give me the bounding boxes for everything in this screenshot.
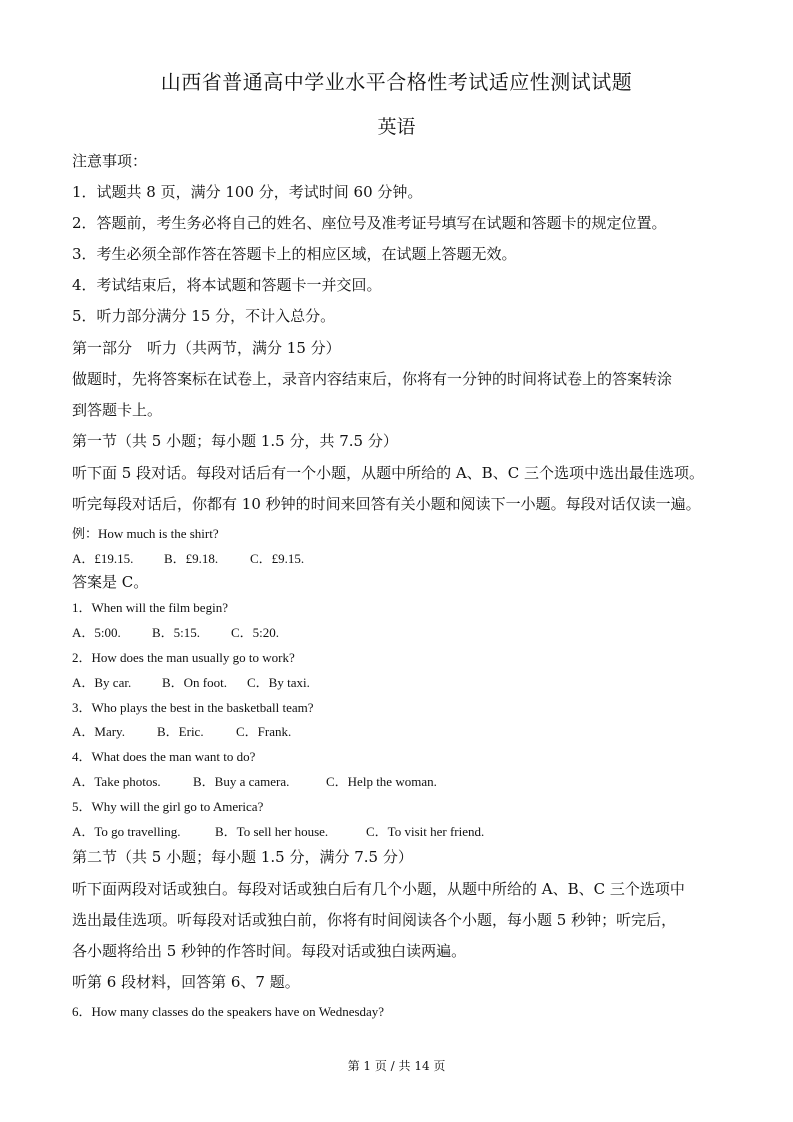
option: A．Take photos.: [72, 774, 161, 789]
option: A．By car.: [72, 675, 132, 690]
notice-heading: 注意事项：: [72, 152, 148, 170]
question: 2．How does the man usually go to work?: [72, 650, 295, 665]
section2-heading: 第二节（共 5 小题；每小题 1.5 分，满分 7.5 分）: [72, 848, 413, 866]
option: B．Eric.: [157, 724, 204, 739]
option: C．£9.15.: [250, 551, 305, 566]
section2-instruction: 听下面两段对话或独白。每段对话或独白后有几个小题，从题中所给的 A、B、C 三个选项中: [72, 880, 685, 898]
material-heading: 听第 6 段材料，回答第 6、7 题。: [72, 973, 300, 991]
question-options: [72, 672, 310, 691]
question: 5．Why will the girl go to America?: [72, 799, 264, 814]
section2-instruction: 各小题将给出 5 秒钟的作答时间。每段对话或独白读两遍。: [72, 942, 467, 960]
notice-item: 3．考生必须全部作答在答题卡上的相应区域，在试题上答题无效。: [72, 245, 517, 263]
option: B．Buy a camera.: [193, 774, 290, 789]
option: A．To go travelling.: [72, 824, 181, 839]
example-question: 例：How much is the shirt?: [72, 526, 219, 541]
section1-instruction: 听完每段对话后，你都有 10 秒钟的时间来回答有关小题和阅读下一小题。每段对话仅读一遍。: [72, 495, 701, 513]
question: 1．When will the film begin?: [72, 600, 228, 615]
option: B．£9.18.: [164, 551, 219, 566]
exam-title: 山西省普通高中学业水平合格性考试适应性测试试题: [160, 70, 633, 94]
option: A．£19.15.: [72, 551, 134, 566]
question-options: [72, 721, 291, 740]
option: C．Help the woman.: [326, 774, 437, 789]
option: A．Mary.: [72, 724, 125, 739]
option: A．5:00.: [72, 625, 121, 640]
exam-subject: 英语: [377, 116, 416, 138]
example-options: [72, 548, 304, 567]
option: C．By taxi.: [247, 675, 310, 690]
notice-item: 5．听力部分满分 15 分，不计入总分。: [72, 307, 336, 325]
question-options: [72, 771, 437, 790]
question: 6．How many classes do the speakers have on Wednesday?: [72, 1004, 385, 1019]
option: B．On foot.: [162, 675, 228, 690]
section1-heading: 第一节（共 5 小题；每小题 1.5 分，共 7.5 分）: [72, 432, 398, 450]
question: 3．Who plays the best in the basketball team?: [72, 700, 314, 715]
option: B．To sell her house.: [215, 824, 329, 839]
notice-item: 1．试题共 8 页，满分 100 分，考试时间 60 分钟。: [72, 183, 423, 201]
question-options: [72, 821, 484, 840]
option: C．To visit her friend.: [366, 824, 485, 839]
section1-instruction: 听下面 5 段对话。每段对话后有一个小题，从题中所给的 A、B、C 三个选项中选出最佳选项。: [72, 464, 704, 482]
question-options: [72, 622, 279, 641]
question: 4．What does the man want to do?: [72, 749, 256, 764]
option: C．5:20.: [231, 625, 280, 640]
part1-instruction: 到答题卡上。: [72, 401, 163, 419]
page-footer: 第 1 页 / 共 14 页: [347, 1059, 446, 1073]
option: C．Frank.: [236, 724, 292, 739]
part1-heading: 第一部分 听力（共两节，满分 15 分）: [72, 339, 341, 357]
notice-item: 4．考试结束后，将本试题和答题卡一并交回。: [72, 276, 382, 294]
example-answer: 答案是 C。: [72, 573, 149, 591]
option: B．5:15.: [152, 625, 201, 640]
notice-item: 2．答题前，考生务必将自己的姓名、座位号及准考证号填写在试题和答题卡的规定位置。: [72, 214, 667, 232]
section2-instruction: 选出最佳选项。听每段对话或独白前，你将有时间阅读各个小题，每小题 5 秒钟；听完后，: [72, 911, 677, 929]
part1-instruction: 做题时，先将答案标在试卷上，录音内容结束后，你将有一分钟的时间将试卷上的答案转涂: [72, 370, 673, 388]
